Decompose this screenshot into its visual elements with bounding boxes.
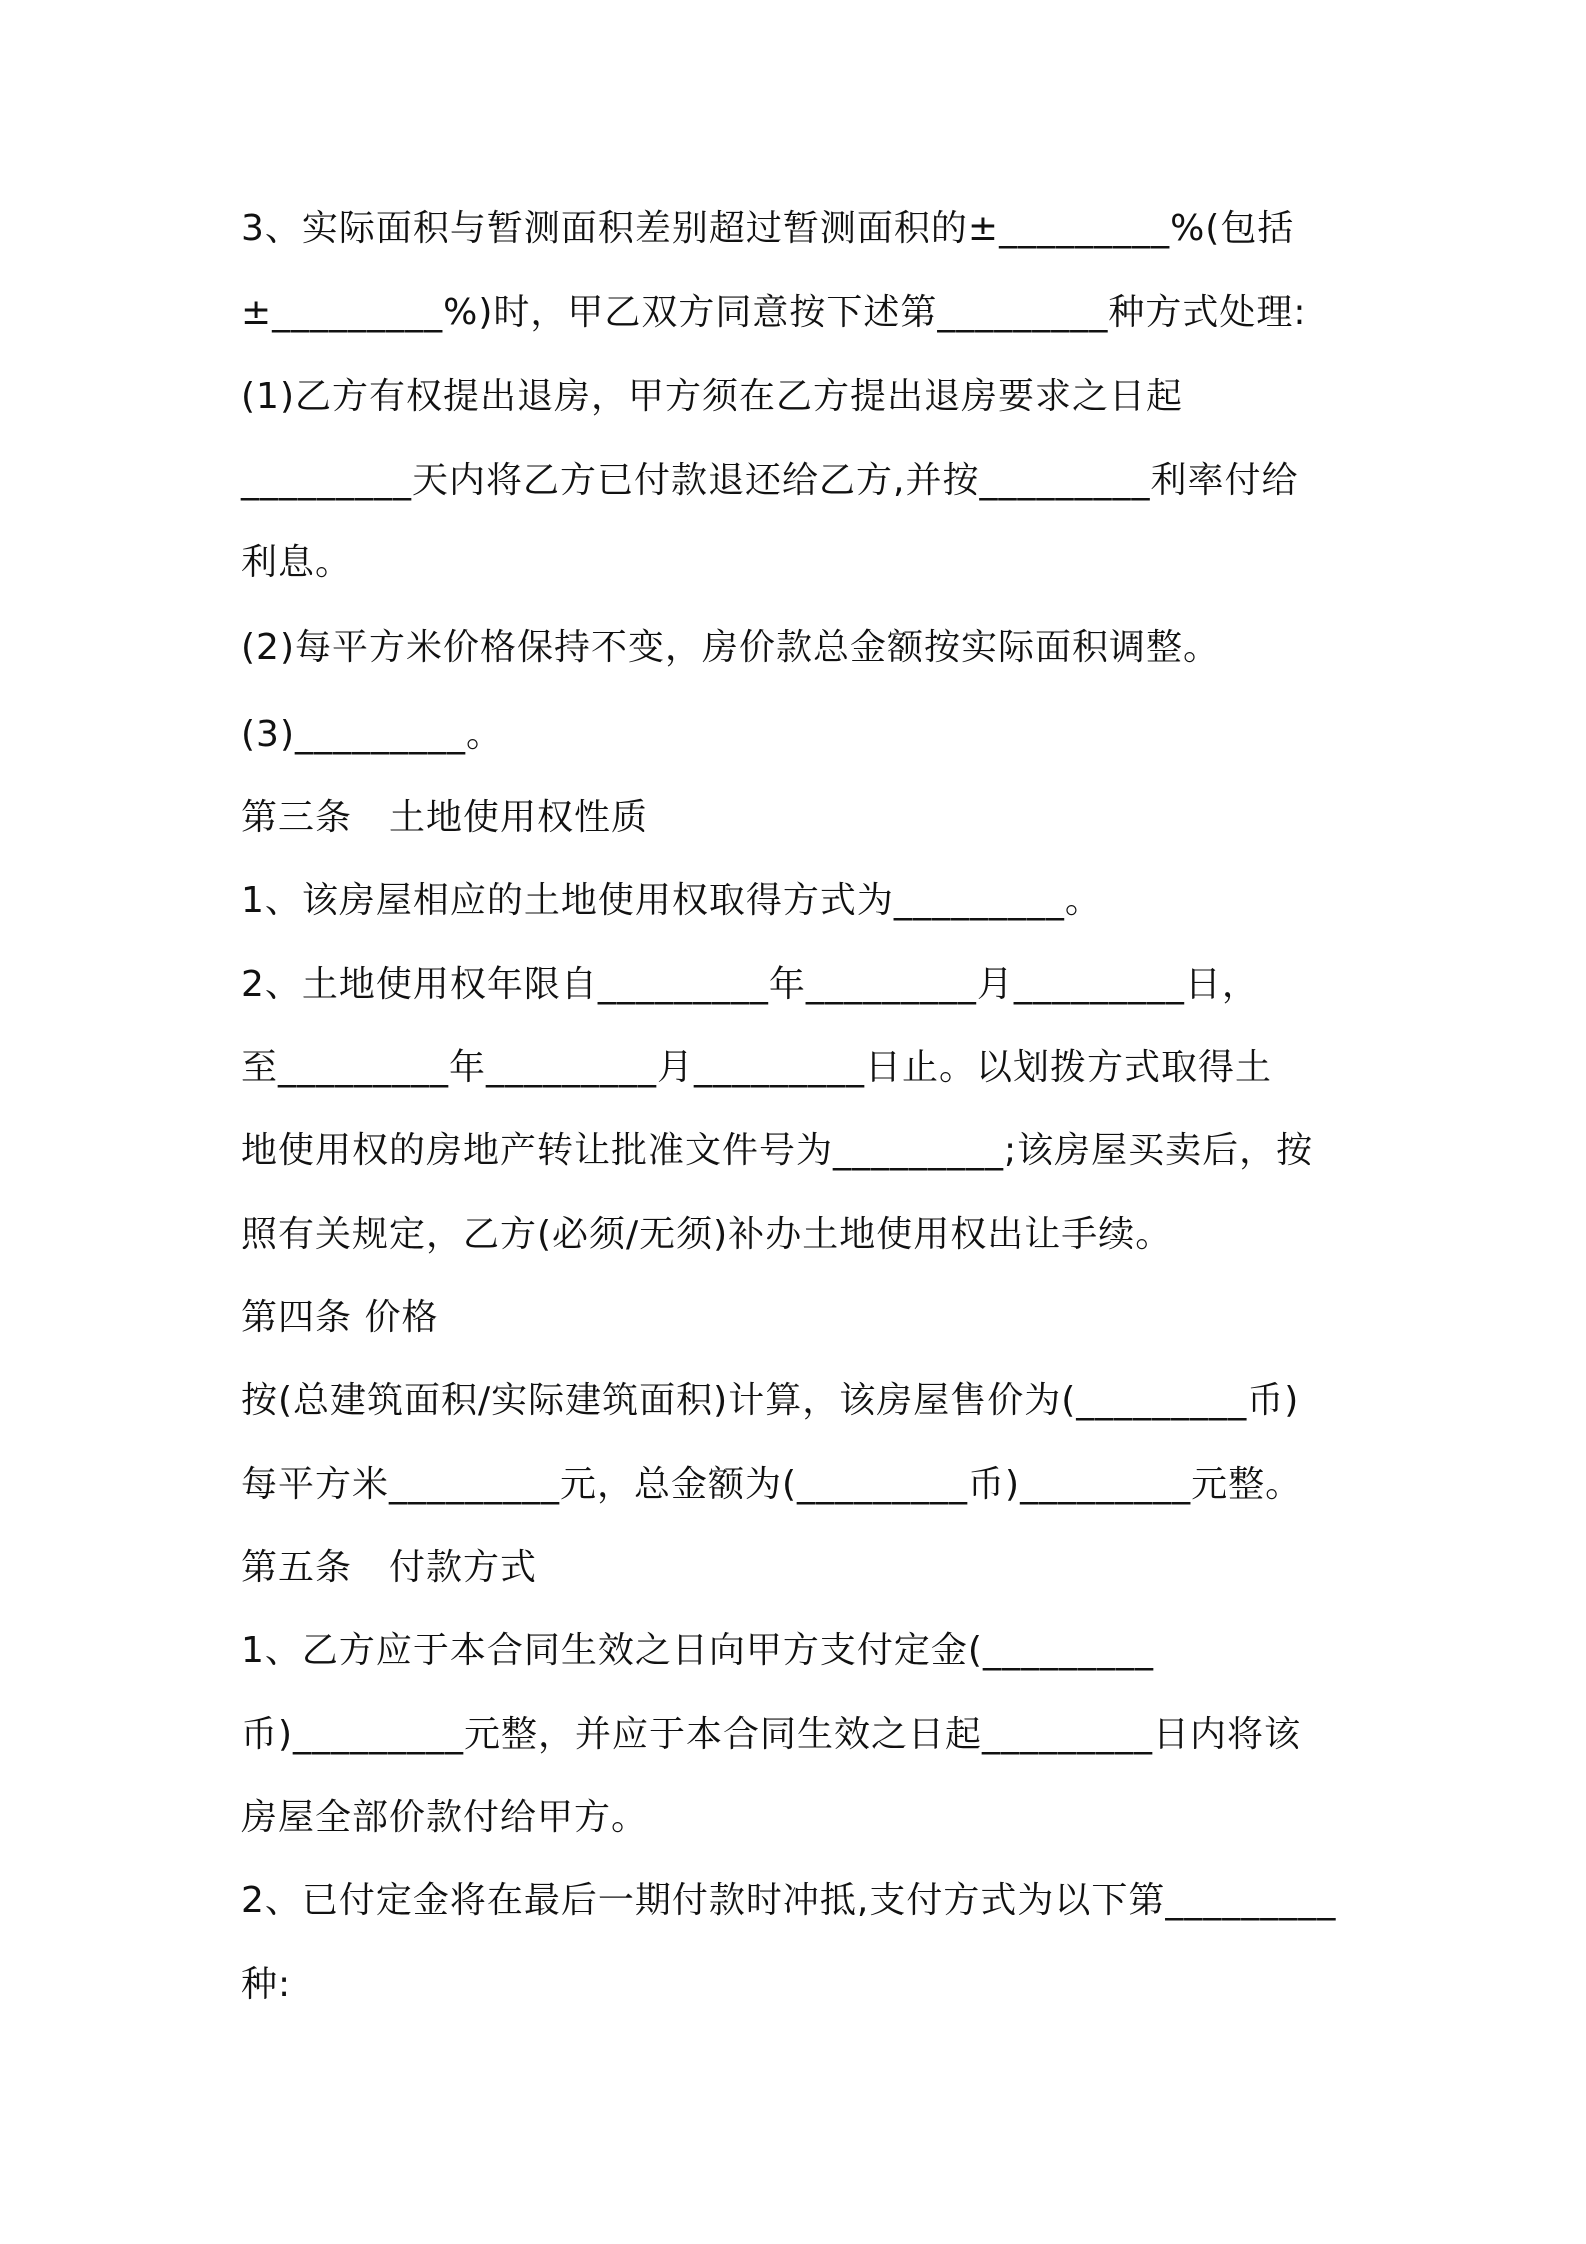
text-line: ±_________%)时，甲乙双方同意按下述第_________种方式处理:	[241, 292, 1307, 333]
text-line: 利息。	[241, 542, 353, 583]
section-heading: 第三条 土地使用权性质	[241, 797, 649, 838]
text-line: (2)每平方米价格保持不变，房价款总金额按实际面积调整。	[241, 627, 1220, 668]
text-line: 种:	[241, 1964, 292, 2005]
text-line: 地使用权的房地产转让批准文件号为_________;该房屋买卖后，按	[241, 1130, 1314, 1171]
text-line: 币)_________元整，并应于本合同生效之日起_________日内将该	[241, 1714, 1302, 1755]
section-heading: 第四条 价格	[241, 1297, 439, 1338]
text-line: 2、土地使用权年限自_________年_________月_________日，	[241, 964, 1259, 1005]
text-line: 2、已付定金将在最后一期付款时冲抵,支付方式为以下第_________	[241, 1880, 1337, 1921]
text-line: 1、该房屋相应的土地使用权取得方式为_________。	[241, 880, 1102, 921]
text-line: (3)_________。	[241, 714, 503, 755]
text-line: 每平方米_________元，总金额为(_________币)_________元整。	[241, 1464, 1303, 1505]
text-line: 房屋全部价款付给甲方。	[241, 1797, 649, 1838]
text-line: 1、乙方应于本合同生效之日向甲方支付定金(_________	[241, 1630, 1154, 1671]
text-line: 3、实际面积与暂测面积差别超过暂测面积的±_________%(包括	[241, 208, 1295, 249]
text-line: _________天内将乙方已付款退还给乙方,并按_________利率付给	[241, 460, 1299, 501]
text-line: 至_________年_________月_________日止。以划拨方式取得土	[241, 1047, 1273, 1088]
text-line: 照有关规定，乙方(必须/无须)补办土地使用权出让手续。	[241, 1214, 1173, 1255]
text-line: 按(总建筑面积/实际建筑面积)计算，该房屋售价为(_________币)	[241, 1380, 1300, 1421]
section-heading: 第五条 付款方式	[241, 1547, 538, 1588]
text-line: (1)乙方有权提出退房，甲方须在乙方提出退房要求之日起	[241, 376, 1183, 417]
